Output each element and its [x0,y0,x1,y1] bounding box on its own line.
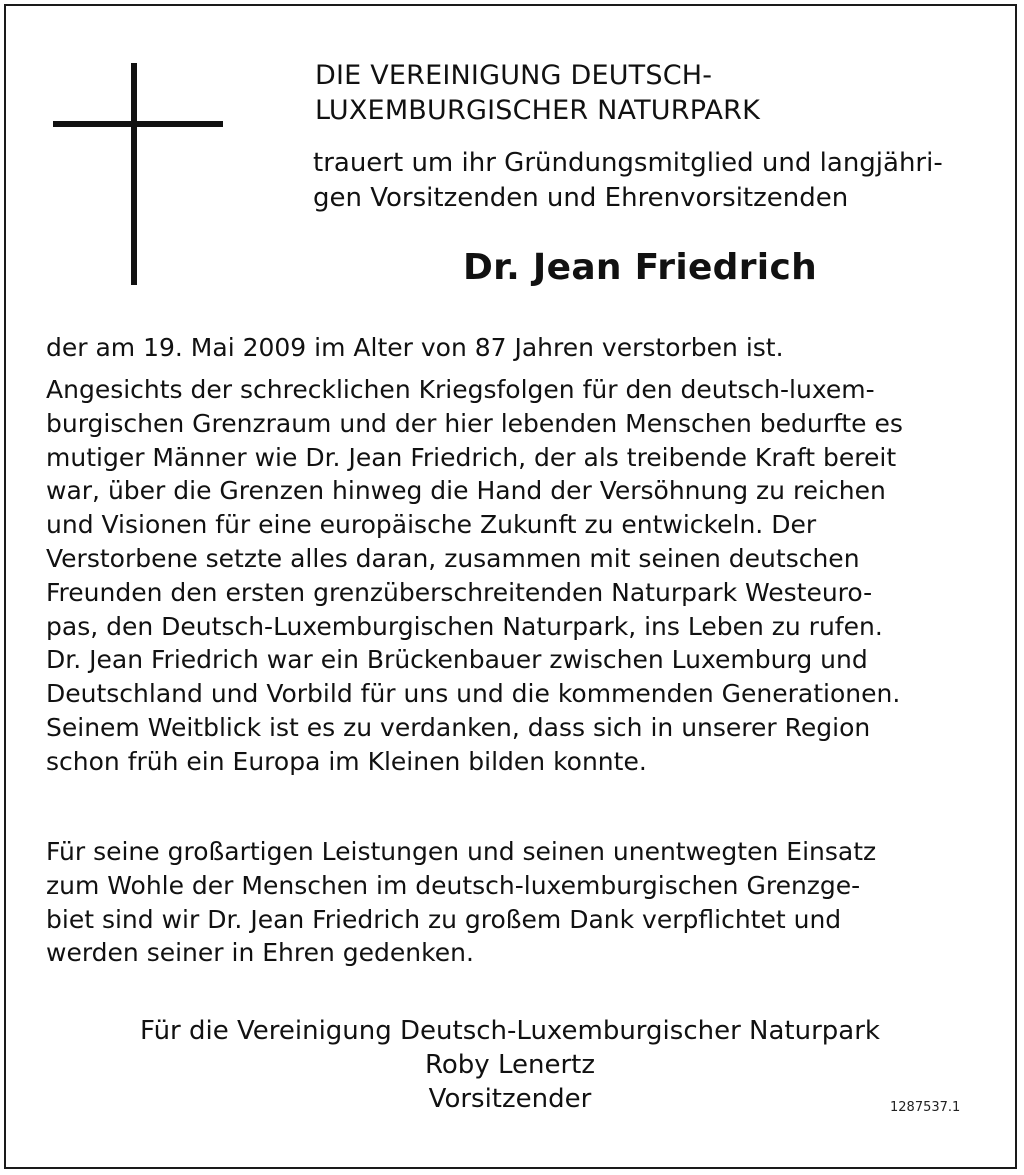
tribute-paragraph: Angesichts der schrecklichen Kriegsfolgen für den deutsch-luxem- burgischen Grenzraum und der hier lebenden Menschen bedurfte es mutiger Männer wie Dr. Jean Friedrich, der als treibende Kraft bereit war, über die Grenzen hinweg die Hand der Versöhnung zu reichen und Visionen für eine europäische Zukunft zu entwickeln. Der Verstorbene setzte alles daran, zusammen mit seinen deutschen Freunden den ersten grenzüberschreitenden Naturpark Westeuro- pas, den Deutsch-Luxemburgischen Naturpark, ins Leben zu rufen. Dr. Jean Friedrich war ein Brückenbauer zwischen Luxemburg und Deutschland und Vorbild für uns und die kommenden Generationen. Seinem Weitblick ist es zu verdanken, dass sich in unserer Region schon früh ein Europa im Kleinen bilden konnte. [46,375,903,776]
deceased-name: Dr. Jean Friedrich [463,247,818,288]
cross-horizontal-bar [53,121,223,127]
gratitude-paragraph: Für seine großartigen Leistungen und seinen unentwegten Einsatz zum Wohle der Menschen im deutsch-luxemburgischen Grenzge- biet sind wir Dr. Jean Friedrich zu großem Dank verpflichtet und werden seiner in Ehren gedenken. [46,837,877,968]
death-statement: der am 19. Mai 2009 im Alter von 87 Jahren verstorben ist. [46,333,784,362]
signature-block: Für die Vereinigung Deutsch-Luxemburgischer Naturpark Roby Lenertz Vorsitzender [140,1016,880,1114]
intro-text: trauert um ihr Gründungsmitglied und langjähri- gen Vorsitzenden und Ehrenvorsitzenden [313,148,943,213]
organization-name: DIE VEREINIGUNG DEUTSCH- LUXEMBURGISCHER NATURPARK [315,60,761,126]
reference-number: 1287537.1 [890,1100,961,1115]
cross-vertical-bar [131,63,137,285]
